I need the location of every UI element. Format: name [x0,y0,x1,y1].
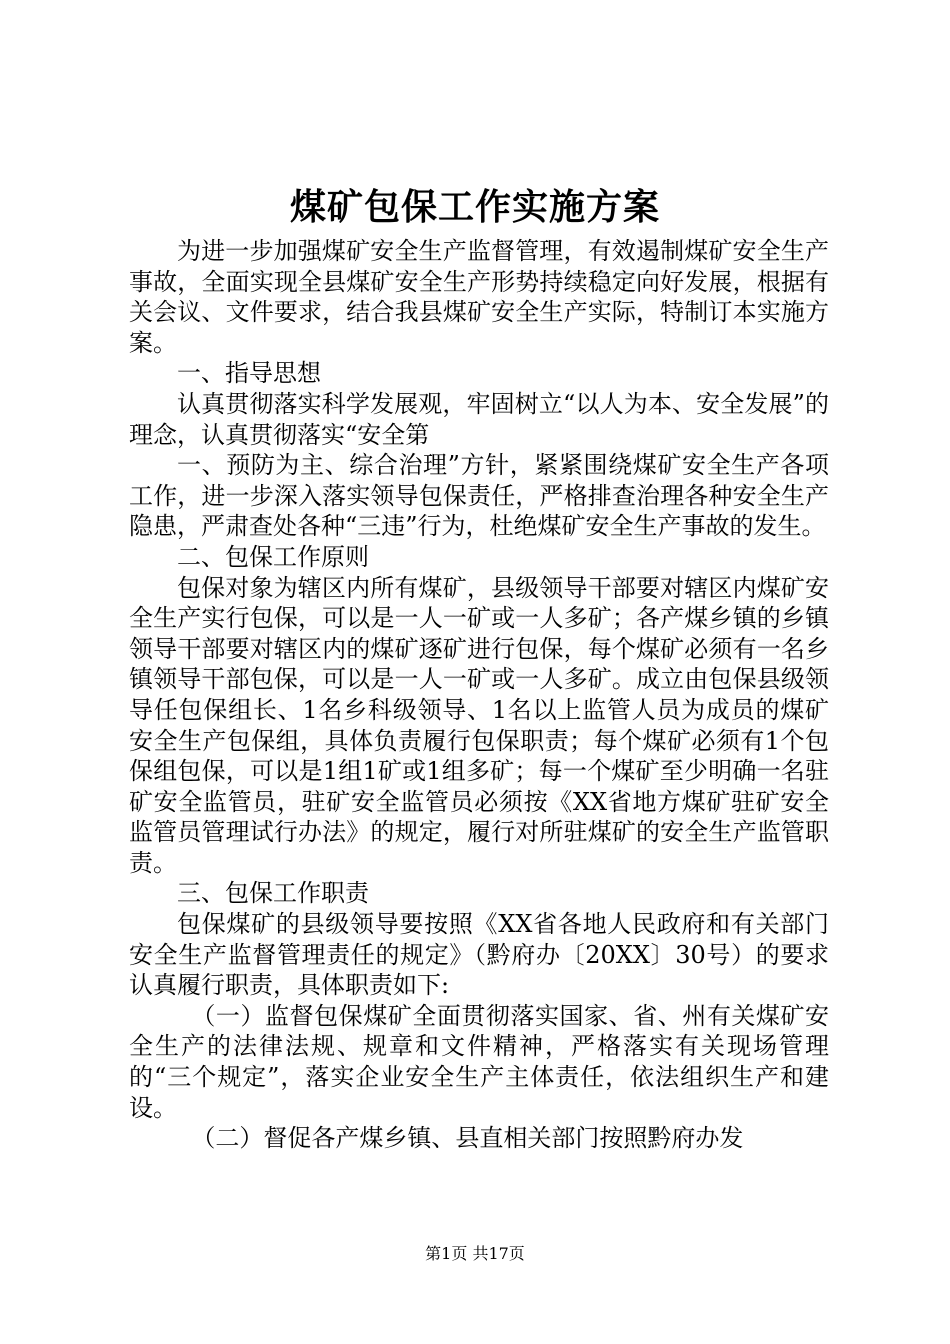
duty-item-2: （二）督促各产煤乡镇、县直相关部门按照黔府办发 [191,1124,744,1153]
duty-item-1: （一）监督包保煤矿全面贯彻落实国家、省、州有关煤矿安全生产的法律法规、规章和文件精神，严格落实有关现场管理的“三个规定”，落实企业安全生产主体责任，依法组织生产和建设。 [129,1001,829,1122]
intro-paragraph: 为进一步加强煤矿安全生产监督管理，有效遏制煤矿安全生产事故，全面实现全县煤矿安全生产形势持续稳定向好发展，根据有关会议、文件要求，结合我县煤矿安全生产实际，特制订本实施方案。 [129,237,829,357]
paragraph-principles: 包保对象为辖区内所有煤矿，县级领导干部要对辖区内煤矿安全生产实行包保，可以是一人一矿或一人多矿；各产煤乡镇的乡镇领导干部要对辖区内的煤矿逐矿进行包保，每个煤矿必须有一名乡镇领导干部包保，可以是一人一矿或一人多矿。成立由包保县级领导任包保组长、1名乡科级领导、1名以上监管人员为成员的煤矿安全生产包保组，具体负责履行包保职责；每个煤矿必须有1个包保组包保，可以是1组1矿或1组多矿；每一个煤矿至少明确一名驻矿安全监管员，驻矿安全监管员必须按《XX省地方煤矿驻矿安全监管员管理试行办法》的规定，履行对所驻煤矿的安全生产监管职责。 [129,573,829,877]
document-title: 煤矿包保工作实施方案 [289,186,660,228]
paragraph-duties: 包保煤矿的县级领导要按照《XX省各地人民政府和有关部门安全生产监督管理责任的规定》（黔府办〔20XX〕30号）的要求认真履行职责，具体职责如下: [129,910,829,1000]
section-heading-duties: 三、包保工作职责 [177,879,369,908]
paragraph-guiding-ideology-continued: 一、预防为主、综合治理”方针，紧紧围绕煤矿安全生产各项工作，进一步深入落实领导包保责任，严格排查治理各种安全生产隐患，严肃查处各种“三违”行为，杜绝煤矿安全生产事故的发生。 [129,451,829,541]
page-number-footer: 第1页 共17页 [425,1244,525,1263]
section-heading-principles: 二、包保工作原则 [177,542,369,571]
document-body [129,236,829,1154]
section-heading-guiding-ideology: 一、指导思想 [177,359,321,388]
paragraph-guiding-ideology: 认真贯彻落实科学发展观，牢固树立“以人为本、安全发展”的理念，认真贯彻落实“安全第 [129,389,829,449]
